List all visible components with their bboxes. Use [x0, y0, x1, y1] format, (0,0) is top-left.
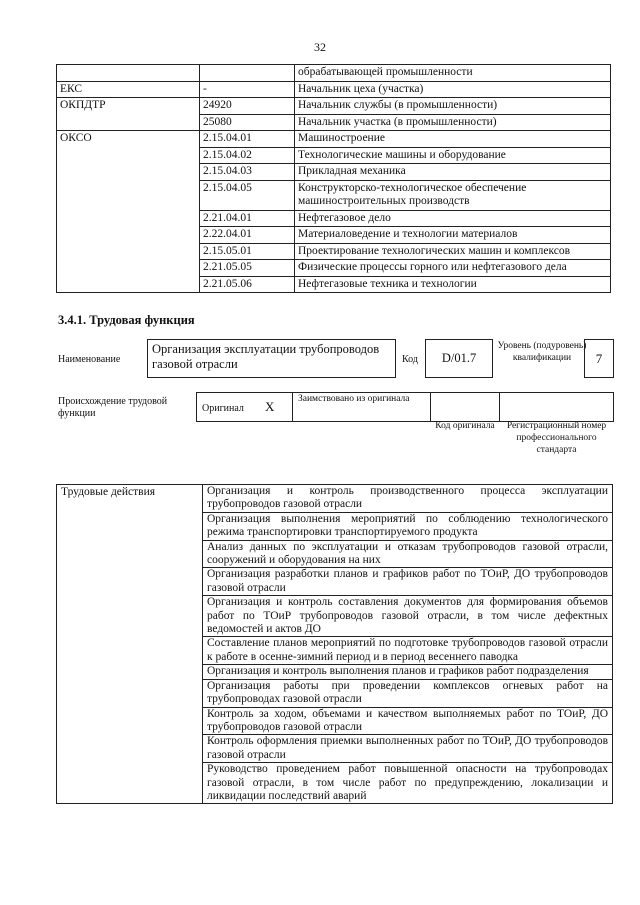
action-item: Контроль за ходом, объемами и качеством выполняемых работ по ТОиР, ДО трубопроводов газовой отрасли [203, 707, 613, 735]
reg-caption: Регистрационный номер профессионального стандарта [506, 421, 607, 455]
borrowed-label: Заимствовано из оригинала [298, 394, 410, 404]
table-row [57, 131, 611, 148]
table-cell-code: 2.21.05.05 [200, 260, 295, 277]
action-item: Организация и контроль производственного процесса эксплуатации трубопроводов газовой отрасли [203, 485, 613, 513]
table-cell-name: Машиностроение [295, 131, 611, 148]
table-cell-name: Материаловедение и технологии материалов [295, 227, 611, 244]
level-value: 7 [595, 351, 603, 366]
table-cell-label: ОКПДТР [57, 98, 200, 131]
table-cell-label: ЕКС [57, 81, 200, 98]
action-item: Составление планов мероприятий по подготовке трубопроводов газовой отрасли к работе в осенне-зимний период и в период весеннего паводка [203, 637, 613, 665]
function-code-value: D/01.7 [441, 351, 477, 365]
table-cell-name: Начальник участка (в промышленности) [295, 114, 611, 131]
origin-label: Происхождение трудовой функции [58, 396, 168, 419]
original-label: Оригинал [202, 403, 244, 414]
level-box [584, 339, 614, 378]
table-cell-code: 2.15.05.01 [200, 243, 295, 260]
table-cell-label: ОКСО [57, 131, 200, 293]
name-label: Наименование [58, 354, 121, 365]
table-cell-code: 2.21.04.01 [200, 210, 295, 227]
action-item: Контроль оформления приемки выполненных работ по ТОиР, ДО трубопроводов газовой отрасли [203, 735, 613, 763]
action-item: Анализ данных по эксплуатации и отказам трубопроводов газовой отрасли, сооружений и оборудования на них [203, 540, 613, 568]
table-cell-code: 2.15.04.03 [200, 164, 295, 181]
table-cell-name: Прикладная механика [295, 164, 611, 181]
table-cell-code: 2.15.04.05 [200, 180, 295, 210]
table-cell-name: Начальник цеха (участка) [295, 81, 611, 98]
page-number: 32 [314, 40, 326, 54]
action-item: Организация и контроль составления документов для формирования объемов работ по ТОиР трубопроводов газовой отрасли, в том числе дефектных ведомостей и актов ДО [203, 596, 613, 637]
table-row [57, 485, 613, 513]
actions-table [56, 484, 613, 804]
action-item: Руководство проведением работ повышенной опасности на трубопроводах газовой отрасли, в том числе работ по предупреждению, локализации и ликвидации последствий аварий [203, 763, 613, 804]
actions-header: Трудовые действия [57, 485, 203, 804]
function-name-box [147, 339, 396, 378]
original-mark: X [265, 399, 275, 414]
codes-table [56, 64, 611, 293]
table-cell-name: Проектирование технологических машин и комплексов [295, 243, 611, 260]
section-title: 3.4.1. Трудовая функция [58, 313, 195, 327]
table-cell-code: 2.21.05.06 [200, 276, 295, 293]
table-cell-name: Нефтегазовые техника и технологии [295, 276, 611, 293]
action-item: Организация и контроль выполнения планов и графиков работ подразделения [203, 665, 613, 679]
function-code-box [425, 339, 493, 378]
table-row [57, 81, 611, 98]
table-cell-label [57, 65, 200, 82]
table-cell-name: Нефтегазовое дело [295, 210, 611, 227]
table-cell-code: - [200, 81, 295, 98]
action-item: Организация работы при проведении комплексов огневых работ на трубопроводах газовой отрасли [203, 679, 613, 707]
table-cell-name: Начальник службы (в промышленности) [295, 98, 611, 115]
table-cell-name: обрабатывающей промышленности [295, 65, 611, 82]
table-row [57, 65, 611, 82]
table-cell-name: Технологические машины и оборудование [295, 147, 611, 164]
table-row [57, 98, 611, 115]
table-cell-code: 2.15.04.01 [200, 131, 295, 148]
code-label: Код [402, 354, 418, 365]
origin-reg-box [499, 392, 614, 422]
origin-divider [292, 392, 293, 422]
table-cell-code [200, 65, 295, 82]
table-cell-name: Физические процессы горного или нефтегазового дела [295, 260, 611, 277]
level-label: Уровень (подуровень) квалификации [497, 341, 587, 363]
action-item: Организация выполнения мероприятий по соблюдению технологического режима транспортировки транспортируемого продукта [203, 512, 613, 540]
function-name-value: Организация эксплуатации трубопроводов газовой отрасли [152, 342, 380, 371]
table-cell-code: 2.22.04.01 [200, 227, 295, 244]
action-item: Организация разработки планов и графиков работ по ТОиР, ДО трубопроводов газовой отрасли [203, 568, 613, 596]
table-cell-name: Конструкторско-технологическое обеспечение машиностроительных производств [295, 180, 611, 210]
table-cell-code: 2.15.04.02 [200, 147, 295, 164]
code-caption: Код оригинала [435, 421, 495, 431]
table-cell-code: 25080 [200, 114, 295, 131]
origin-code-box [430, 392, 500, 422]
table-cell-code: 24920 [200, 98, 295, 115]
